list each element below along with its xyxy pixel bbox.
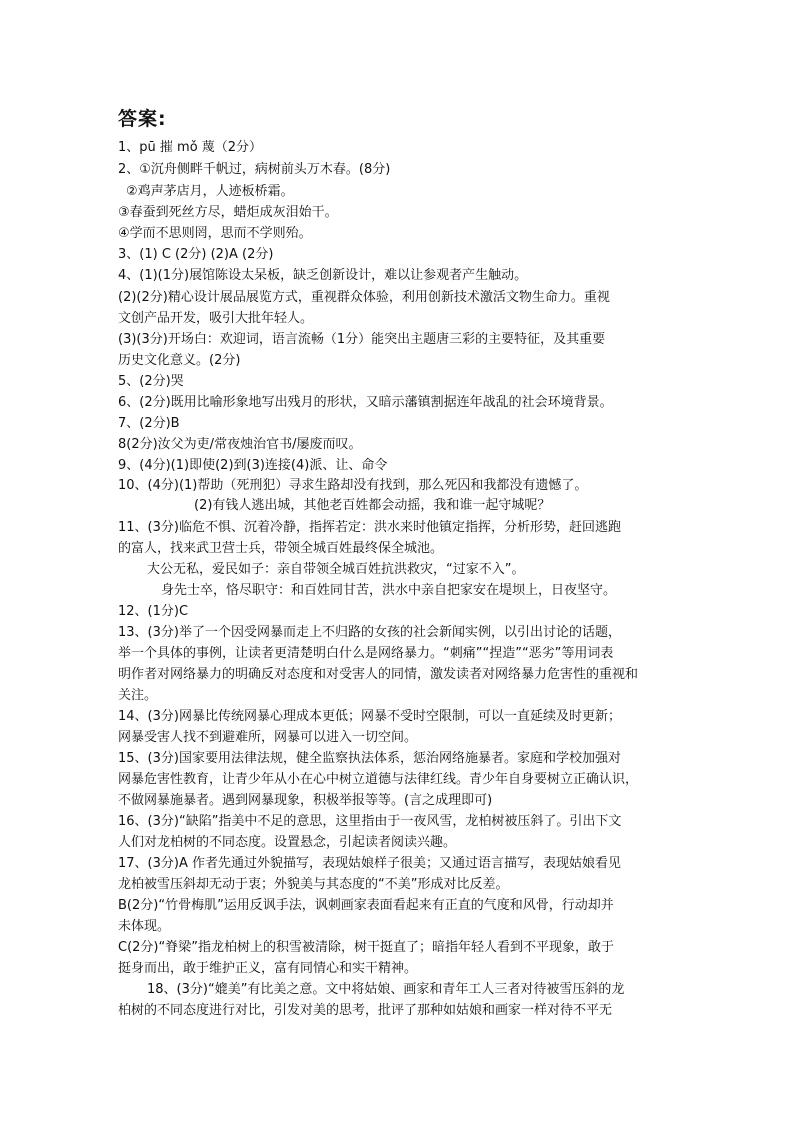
answer-line: (2)有钱人逃出城，其他老百姓都会动摇，我和谁一起守城呢？ [194,498,551,513]
answer-line: 1、pū 摧 mǒ 蔑（2分） [118,140,263,155]
answer-line: 不做网暴施暴者。遇到网暴现象，积极举报等等。(言之成理即可) [118,793,493,808]
answer-line: 6、(2分)既用比喻形象地写出残月的形状，又暗示藩镇割据连年战乱的社会环境背景。 [118,395,613,410]
answer-line: 举一个具体的事例，让读者更清楚明白什么是网络暴力。“刺痛”“捏造”“恶劣”等用词表 [118,646,614,661]
answer-line: 未体现。 [118,919,171,934]
answer-line: 11、(3分)临危不惧、沉着冷静，指挥若定：洪水来时他镇定指挥，分析形势，赶回逃跑 [118,520,621,535]
answer-line: 17、(3分)A 作者先通过外貌描写，表现姑娘样子很美；又通过语言描写，表现姑娘看见 [118,856,621,871]
answer-line: (2)(2分)精心设计展品展览方式，重视群众体验，利用创新技术激活文物生命力。重视 [118,290,610,305]
answer-line: 身先士卒，恪尽职守：和百姓同甘苦，洪水中亲自把家安在堤坝上，日夜坚守。 [161,583,617,598]
answer-line: 5、(2分)哭 [118,374,184,389]
answer-line: 挺身而出，敢于维护正义，富有同情心和实干精神。 [118,961,418,976]
answer-line: 关注。 [118,688,158,703]
answer-line: 10、(4分)(1)帮助（死刑犯）寻求生路却没有找到，那么死囚和我都没有遗憾了。 [118,478,588,493]
answer-line: 4、(1)(1分)展馆陈设太呆板，缺乏创新设计，难以让参观者产生触动。 [118,268,528,283]
answer-line: 历史文化意义。(2分) [118,353,241,368]
answer-line: 2、①沉舟侧畔千帆过，病树前头万木春。(8分) [118,162,391,177]
answer-title: 答案: [118,108,167,130]
answer-line: 9、(4分)(1)即使(2)到(3)连接(4)派、让、命令 [118,458,388,473]
answer-line: 7、(2分)B [118,416,180,431]
answer-line: 的富人，找来武卫营士兵，带领全城百姓最终保全城池。 [118,541,444,556]
answer-line: B(2分)“竹骨梅肌”运用反讽手法，讽刺画家表面看起来有正直的气度和风骨，行动却并 [118,898,614,913]
answer-line: 13、(3分)举了一个因受网暴而走上不归路的女孩的社会新闻实例，以引出讨论的话题， [118,625,621,640]
answer-line: 3、(1) C (2分) (2)A (2分) [118,247,274,262]
answer-line: 15、(3分)国家要用法律法规，健全监察执法体系，惩治网络施暴者。家庭和学校加强对 [118,751,621,766]
answer-line: ②鸡声茅店月，人迹板桥霜。 [126,184,294,199]
answer-line: 16、(3分)“缺陷”指美中不足的意思，这里指由于一夜风雪，龙柏树被压斜了。引出下文 [118,814,622,829]
answer-line: C(2分)“脊梁”指龙柏树上的积雪被清除，树干挺直了；暗指年轻人看到不平现象，敢于 [118,940,614,955]
answer-line: ④学而不思则罔，思而不学则殆。 [118,226,312,241]
answer-line: 明作者对网络暴力的明确反对态度和对受害人的同情，激发读者对网络暴力危害性的重视和 [118,667,639,682]
answer-line: 网暴危害性教育，让青少年从小在心中树立道德与法律红线。青少年自身要树立正确认识， [118,772,639,787]
answer-line: 14、(3分)网暴比传统网暴心理成本更低；网暴不受时空限制，可以一直延续及时更新； [118,709,621,724]
answer-line: 网暴受害人找不到避难所，网暴可以进入一切空间。 [118,730,418,745]
answer-line: 12、(1分)C [118,604,189,619]
answer-line: 柏树的不同态度进行对比，引发对美的思考，批评了那种如姑娘和画家一样对待不平无 [118,1003,613,1018]
answer-line: 龙柏被雪压斜却无动于衷；外貌美与其态度的“不美”形成对比反差。 [118,877,509,892]
answer-line: 18、(3分)“媲美”有比美之意。文中将姑娘、画家和青年工人三者对待被雪压斜的龙 [147,982,625,997]
answer-line: (3)(3分)开场白：欢迎词，语言流畅（1分）能突出主题唐三彩的主要特征，及其重要 [118,332,606,347]
answer-line: 文创产品开发，吸引大批年轻人。 [118,311,314,326]
answer-line: 人们对龙柏树的不同态度。设置悬念，引起读者阅读兴趣。 [118,835,457,850]
answer-line: 大公无私，爱民如子：亲自带领全城百姓抗洪救灾，“过家不入”。 [147,562,525,577]
answer-line: ③春蚕到死丝方尽，蜡炬成灰泪始干。 [118,205,338,220]
answer-line: 8(2分)汝父为吏/常夜烛治官书/屡废而叹。 [118,437,362,452]
